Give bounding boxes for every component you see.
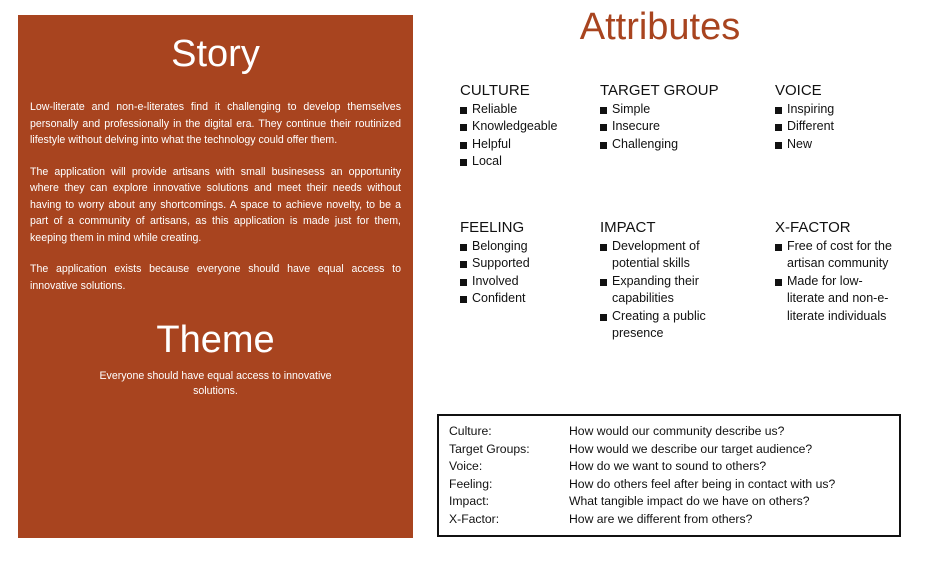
attribute-heading: CULTURE (460, 82, 530, 99)
attribute-column-impact (600, 219, 750, 343)
attributes-title: Attributes (579, 6, 741, 48)
attribute-heading: TARGET GROUP (600, 82, 719, 99)
attribute-heading: VOICE (775, 82, 822, 99)
legend-row (449, 477, 893, 494)
attribute-item: Supported (460, 255, 590, 273)
legend-question: How would our community describe us? (569, 424, 785, 438)
attribute-heading: FEELING (460, 219, 525, 236)
legend-question: How do we want to sound to others? (569, 459, 767, 473)
legend-question: How are we different from others? (569, 511, 753, 526)
attribute-item: Challenging (600, 136, 750, 154)
legend-label: Impact: (449, 494, 489, 508)
legend-question: How would we describe our target audience? (569, 441, 813, 456)
attribute-item: Free of cost for the artisan community (775, 238, 895, 273)
attribute-column-voice (775, 82, 895, 153)
attribute-column-x-factor (775, 219, 895, 325)
legend-row (449, 494, 893, 511)
attribute-item: Belonging (460, 238, 590, 256)
attribute-heading: IMPACT (600, 219, 656, 236)
attribute-item: Made for low-literate and non-e-literate individuals (775, 273, 895, 326)
legend-row (449, 442, 893, 459)
theme-text: Everyone should have equal access to innovative solutions. (99, 370, 332, 397)
attribute-item: Insecure (600, 118, 750, 136)
story-paragraph: Low-literate and non-e-literates find it challenging to develop themselves personally and professionally in the digital era. They continue their routinized lifestyle without delving into what the technology could offer them. (30, 101, 401, 146)
attribute-item: Different (775, 118, 895, 136)
attribute-item: Helpful (460, 136, 590, 154)
attribute-item: Confident (460, 290, 590, 308)
legend-label: Culture: (449, 424, 492, 438)
attribute-item: New (775, 136, 895, 154)
attribute-item: Involved (460, 273, 590, 291)
story-theme-panel (18, 15, 413, 538)
theme-title: Theme (156, 319, 275, 361)
attribute-item: Expanding their capabilities (600, 273, 750, 308)
attribute-item: Creating a public presence (600, 308, 750, 343)
attribute-item: Reliable (460, 101, 590, 119)
legend-row (449, 424, 893, 441)
attribute-heading: X-FACTOR (775, 219, 851, 236)
legend-label: Target Groups: (449, 441, 530, 456)
attribute-column-feeling (460, 219, 590, 308)
legend-label: X-Factor: (449, 511, 500, 526)
attribute-column-target-group (600, 82, 750, 153)
attribute-item: Local (460, 153, 590, 171)
attribute-legend-box (437, 414, 901, 537)
legend-label: Voice: (449, 459, 483, 473)
legend-row (449, 512, 893, 529)
attribute-item: Development of potential skills (600, 238, 750, 273)
story-paragraph: The application will provide artisans with small businesess an opportunity where they can explore innovative solutions and meet their needs without having to worry about any shortcomings. A space to achieve novelty, to be a part of a community of artisans, as this application is made just for them, keeping them in mind while creating. (30, 165, 401, 244)
legend-question: What tangible impact do we have on others? (569, 494, 810, 508)
legend-label: Feeling: (449, 476, 493, 491)
story-paragraph: The application exists because everyone should have equal access to innovative solutions. (30, 263, 401, 292)
attribute-item: Simple (600, 101, 750, 119)
attribute-item: Knowledgeable (460, 118, 590, 136)
attribute-item: Inspiring (775, 101, 895, 119)
attribute-column-culture (460, 82, 590, 171)
legend-row (449, 459, 893, 476)
story-title: Story (171, 33, 260, 75)
legend-question: How do others feel after being in contact with us? (569, 476, 836, 491)
